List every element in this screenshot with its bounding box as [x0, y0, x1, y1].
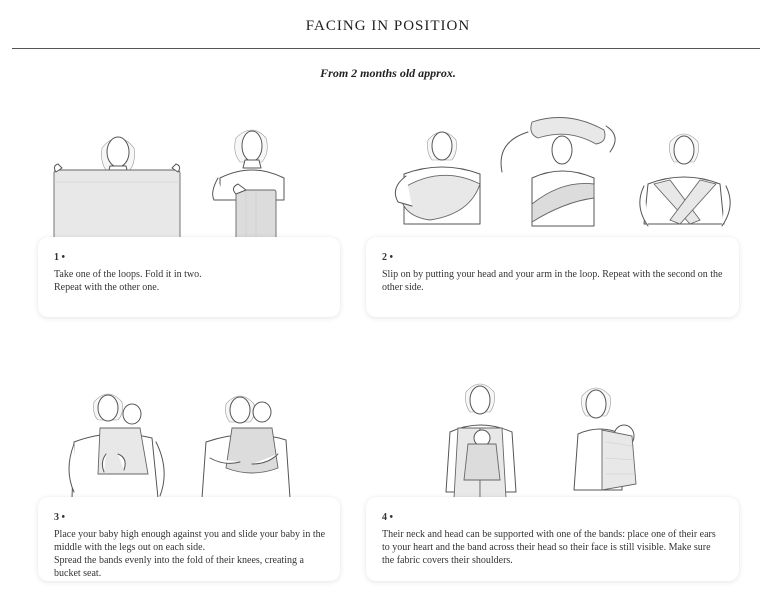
step-instructions [382, 528, 725, 567]
parent-front-view-figure [446, 384, 516, 498]
person-folding-fabric-figure [213, 130, 284, 242]
page-subtitle: From 2 months old approx. [320, 66, 456, 80]
step-card-4 [366, 497, 739, 581]
parent-spreading-bands-figure [202, 396, 290, 498]
step-instructions [382, 268, 725, 294]
step-number: 4 • [382, 512, 394, 523]
step-line: Spread the bands evenly into the fold of their knees, creating a bucket seat. [54, 555, 304, 579]
step-card-2 [366, 237, 739, 317]
page-title: FACING IN POSITION [305, 18, 471, 34]
person-loop-worn-figure [640, 134, 730, 226]
person-holding-fabric-figure [54, 137, 180, 240]
parent-placing-baby-figure [69, 394, 164, 498]
step-instructions [54, 528, 326, 580]
step-number: 3 • [54, 512, 66, 523]
step-line: Place your baby high enough against you and slide your baby in the middle with the legs out on each side. [54, 529, 326, 553]
person-slipping-loop-figure [395, 132, 480, 224]
step-1-illustration [40, 120, 340, 245]
step-3-illustration [60, 388, 340, 503]
step-card-3 [38, 497, 340, 581]
parent-side-view-figure [574, 388, 636, 490]
step-line: Take one of the loops. Fold it in two. [54, 269, 202, 280]
title-divider [12, 48, 760, 49]
step-number: 2 • [382, 252, 394, 263]
person-fabric-over-head-figure [501, 118, 615, 227]
step-2-illustration [382, 112, 742, 237]
step-card-1 [38, 237, 340, 317]
step-line: Slip on by putting your head and your arm in the loop. Repeat with the second on the other side. [382, 269, 723, 293]
step-line: Repeat with the other one. [54, 282, 160, 293]
step-instructions [54, 268, 326, 294]
step-4-illustration [442, 380, 672, 500]
step-number: 1 • [54, 252, 66, 263]
step-line: Their neck and head can be supported with one of the bands: place one of their ears to your heart and the band across their head so their face is still visible. Make sure the fabric covers their shoulders. [382, 529, 716, 566]
